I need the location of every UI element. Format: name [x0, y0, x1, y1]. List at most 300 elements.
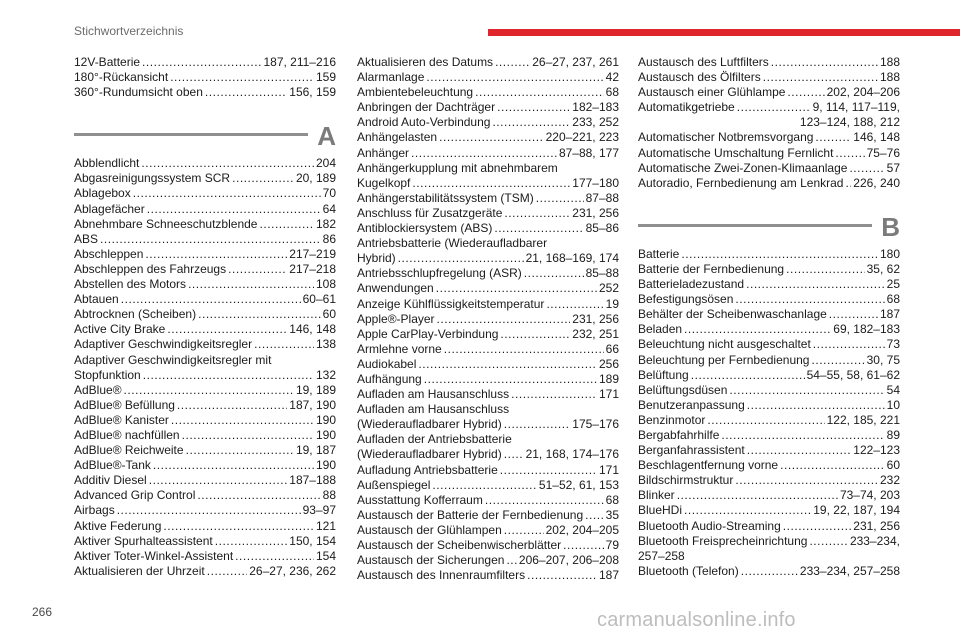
index-entry [74, 413, 336, 428]
index-term: Austausch des Ölfilters [638, 70, 761, 85]
page-refs: 187, 190 [289, 397, 336, 412]
page-refs: 190 [315, 412, 336, 427]
index-entry [74, 564, 336, 579]
page-refs: 70 [322, 186, 336, 201]
dot-leader [737, 100, 811, 115]
index-line [638, 503, 900, 518]
dot-leader [182, 428, 314, 443]
page-refs: 206–207, 206–208 [518, 553, 619, 568]
page-refs: 231, 256 [572, 311, 619, 326]
index-entry [638, 100, 900, 130]
dot-leader [735, 473, 878, 488]
index-line [638, 488, 900, 503]
page-refs: 30, 75 [866, 352, 900, 367]
page-refs: 177–180 [572, 175, 619, 190]
index-line [74, 337, 336, 352]
index-entry [357, 130, 619, 145]
dot-leader [492, 115, 570, 130]
index-entry [74, 217, 336, 232]
page-refs: 187, 211–216 [263, 55, 336, 69]
index-line [74, 458, 336, 473]
index-term: Abtrocknen (Scheiben) [74, 307, 197, 322]
index-line [638, 70, 900, 85]
page-refs: 108 [315, 277, 336, 292]
page-refs: 233, 252 [572, 115, 619, 130]
page-refs: 10 [886, 397, 900, 412]
page-refs: 252 [598, 281, 619, 296]
index-line [74, 217, 336, 232]
dot-leader [205, 85, 287, 100]
index-line [638, 564, 900, 579]
dot-leader [424, 372, 597, 387]
page-refs: 171 [598, 462, 619, 477]
index-line [74, 55, 336, 70]
index-line [638, 443, 900, 458]
index-line [357, 417, 619, 432]
dot-leader [747, 398, 885, 413]
index-line [74, 292, 336, 307]
dot-leader [849, 161, 884, 176]
page-refs: 138 [315, 337, 336, 352]
index-line [638, 383, 900, 398]
index-term: Additiv Diesel [74, 473, 147, 488]
dot-leader [163, 519, 314, 534]
index-term: 360°-Rundumsicht oben [74, 85, 203, 100]
index-line [74, 186, 336, 201]
index-term: Apple CarPlay-Verbindung [357, 326, 499, 341]
dot-leader [729, 383, 884, 398]
index-line [357, 130, 619, 145]
index-term: Aufladen am Hausanschluss [357, 387, 510, 402]
index-entry [357, 55, 619, 70]
index-entry [74, 488, 336, 503]
index-term: Android Auto-Verbindung [357, 115, 491, 130]
dot-leader [741, 564, 798, 579]
index-line [357, 297, 619, 312]
index-entry [638, 443, 900, 458]
index-term: Abstellen des Motors [74, 277, 187, 292]
index-entry [638, 262, 900, 277]
index-line [357, 70, 619, 85]
index-entry [357, 463, 619, 478]
index-term: Benutzeranpassung [638, 397, 745, 412]
dot-leader [143, 368, 314, 383]
index-line [357, 55, 619, 70]
index-entry [74, 534, 336, 549]
index-term: AdBlue®-Tank [74, 458, 151, 473]
dot-leader [141, 156, 314, 171]
page-refs: 188 [879, 55, 900, 69]
index-term: Bluetooth (Telefon) [638, 563, 739, 578]
index-entry [74, 383, 336, 398]
dot-leader [437, 312, 571, 327]
index-line [638, 55, 900, 70]
index-term: Berganfahrassistent [638, 443, 745, 458]
index-entry [357, 191, 619, 206]
index-line [638, 337, 900, 352]
index-line [357, 568, 619, 583]
page-refs: 86 [322, 231, 336, 246]
dot-leader [500, 463, 597, 478]
index-line [74, 368, 336, 383]
index-line [357, 176, 619, 191]
dot-leader [677, 488, 838, 503]
index-term: Blinker [638, 488, 675, 503]
index-term: Kugelkopf [357, 175, 411, 190]
dot-leader [735, 292, 884, 307]
index-line [74, 413, 336, 428]
index-entry [638, 146, 900, 161]
index-entry [638, 458, 900, 473]
page-refs: 202, 204–206 [826, 85, 900, 100]
index-column-1 [74, 55, 336, 579]
header-accent-bar [488, 29, 960, 36]
page-refs-continued: 123–124, 188, 212 [799, 115, 900, 130]
dot-leader [149, 473, 288, 488]
page-refs: 68 [886, 292, 900, 307]
index-line [357, 251, 619, 266]
index-line [74, 277, 336, 292]
dot-leader [228, 262, 287, 277]
index-term: Bluetooth Audio-Streaming [638, 518, 781, 533]
index-entry [357, 85, 619, 100]
index-entry [74, 473, 336, 488]
index-line [357, 478, 619, 493]
index-line [74, 322, 336, 337]
index-term: AdBlue® nachfüllen [74, 427, 180, 442]
index-line [638, 262, 900, 277]
index-entry [357, 402, 619, 432]
index-term: (Wiederaufladbarer Hybrid) [357, 447, 502, 462]
page-refs: 73 [886, 337, 900, 352]
index-line [638, 413, 900, 428]
index-term: Hybrid) [357, 251, 396, 266]
index-entry [638, 130, 900, 145]
header-title: Stichwortverzeichnis [74, 24, 184, 38]
index-line [638, 146, 900, 161]
dot-leader [780, 458, 885, 473]
index-line [74, 428, 336, 443]
index-line [638, 473, 900, 488]
index-term: Armlehne vorne [357, 341, 442, 356]
dot-leader [432, 478, 537, 493]
index-term: Bildschirmstruktur [638, 473, 734, 488]
page-refs: 93–97 [302, 503, 336, 518]
page-refs: 60–61 [302, 292, 336, 307]
index-entry [638, 322, 900, 337]
section-letter: A [317, 121, 336, 152]
dot-leader [235, 549, 314, 564]
dot-leader [747, 443, 852, 458]
dot-leader [511, 387, 597, 402]
dot-leader [504, 206, 570, 221]
index-line [74, 247, 336, 262]
index-term: Apple®-Player [357, 311, 435, 326]
index-line [638, 277, 900, 292]
dot-leader [783, 519, 852, 534]
index-term: Audiokabel [357, 356, 417, 371]
index-entry [357, 538, 619, 553]
page-refs: 19 [605, 296, 619, 311]
page-refs: 232 [879, 473, 900, 488]
index-line [638, 322, 900, 337]
index-entry [74, 443, 336, 458]
index-entry [638, 383, 900, 398]
index-line [638, 100, 900, 115]
index-term: 12V-Batterie [74, 55, 141, 69]
index-term: Anbringen der Dachträger [357, 100, 496, 115]
index-term: Aktive Federung [74, 518, 162, 533]
dot-leader [485, 493, 604, 508]
index-line [74, 443, 336, 458]
index-line [74, 503, 336, 518]
index-term: Anhängelasten [357, 130, 438, 145]
page-refs: 21, 168–169, 174 [525, 251, 619, 266]
dot-leader [524, 266, 584, 281]
index-entry [357, 161, 619, 191]
page-refs: 54–55, 58, 61–62 [806, 367, 900, 382]
index-term: Belüftung [638, 367, 689, 382]
page-refs: 26–27, 236, 262 [249, 563, 336, 578]
dot-leader [171, 413, 314, 428]
index-line [357, 372, 619, 387]
page-refs: 69, 182–183 [833, 322, 900, 337]
index-term: Abnehmbare Schneeschutzblende [74, 216, 258, 231]
index-entry [357, 568, 619, 583]
index-term: Stopfunktion [74, 367, 141, 382]
index-term: Batterie [638, 246, 680, 261]
dot-leader [500, 327, 570, 342]
page-refs: 51–52, 61, 153 [538, 477, 619, 492]
index-term: Autoradio, Fernbedienung am Lenkrad [638, 175, 844, 190]
section-letter: B [881, 211, 900, 242]
index-term: (Wiederaufladbarer Hybrid) [357, 417, 502, 432]
page-refs: 189 [598, 371, 619, 386]
index-line [357, 523, 619, 538]
index-line [357, 191, 619, 206]
index-entry [74, 247, 336, 262]
page-refs: 217–219 [289, 246, 336, 261]
page-refs: 88 [322, 488, 336, 503]
page-refs: 57 [886, 160, 900, 175]
index-term: Batterie der Fernbedienung [638, 261, 785, 276]
dot-leader [786, 262, 865, 277]
index-term: Bergabfahrhilfe [638, 427, 720, 442]
page-refs: 21, 168, 174–176 [525, 447, 619, 462]
index-line [638, 307, 900, 322]
dot-leader [167, 322, 287, 337]
index-term: Befestigungsösen [638, 292, 734, 307]
index-entry [74, 156, 336, 171]
index-term: Aktiver Toter-Winkel-Assistent [74, 548, 234, 563]
index-line [74, 383, 336, 398]
index-entry [638, 277, 900, 292]
page-refs: 35, 62 [866, 261, 900, 276]
page-refs: 217–218 [289, 261, 336, 276]
page-refs: 64 [322, 201, 336, 216]
index-term: BlueHDi [638, 503, 683, 518]
index-term: Aufhängung [357, 371, 422, 386]
index-entry [357, 312, 619, 327]
index-line [638, 458, 900, 473]
page-refs: 85–88 [585, 266, 619, 281]
dot-leader [444, 342, 604, 357]
page-refs: 175–176 [572, 417, 619, 432]
index-entry [357, 115, 619, 130]
index-term: Abtauen [74, 292, 119, 307]
dot-leader [197, 488, 320, 503]
dot-leader [133, 186, 321, 201]
index-entry [638, 70, 900, 85]
dot-leader [215, 534, 288, 549]
index-entry [638, 368, 900, 383]
page-refs: 68 [605, 85, 619, 100]
index-term: AdBlue® [74, 382, 122, 397]
index-line [74, 85, 336, 100]
dot-leader [145, 247, 287, 262]
index-line [638, 130, 900, 145]
index-entry [357, 342, 619, 357]
index-column-2 [357, 55, 619, 583]
index-term-line: Adaptiver Geschwindigkeitsregler mit [74, 352, 272, 367]
page-refs: 182 [315, 216, 336, 231]
dot-leader [117, 503, 301, 518]
page-refs: 54 [886, 382, 900, 397]
index-line [357, 266, 619, 281]
index-entry [357, 266, 619, 281]
index-line [357, 100, 619, 115]
index-line [638, 398, 900, 413]
index-entry [357, 281, 619, 296]
index-line [357, 312, 619, 327]
dot-leader [809, 534, 848, 549]
section-header [74, 121, 336, 155]
index-term: Automatikgetriebe [638, 100, 735, 115]
page-refs: 187 [598, 568, 619, 583]
page-refs: 159 [315, 70, 336, 85]
index-entry [357, 100, 619, 115]
index-term: Außenspiegel [357, 477, 431, 492]
page-refs: 60 [886, 458, 900, 473]
page-refs: 187–188 [289, 473, 336, 488]
dot-leader [546, 297, 603, 312]
index-term: Antriebsschlupfregelung (ASR) [357, 266, 522, 281]
page-refs: 122, 185, 221 [826, 412, 900, 427]
index-line [638, 534, 900, 549]
page-refs: 42 [605, 70, 619, 85]
dot-leader [188, 277, 314, 292]
page-refs: 87–88, 177 [558, 145, 619, 160]
page-refs-continued: 257–258 [638, 548, 685, 563]
index-entry [74, 398, 336, 413]
index-entry [357, 357, 619, 372]
index-term: Anschluss für Zusatzgeräte [357, 205, 503, 220]
index-line [357, 342, 619, 357]
dot-leader [147, 202, 321, 217]
index-entry [74, 232, 336, 247]
index-entry [74, 322, 336, 337]
page-refs: 180 [879, 246, 900, 261]
index-entry [638, 534, 900, 564]
index-line [74, 70, 336, 85]
page-refs: 256 [598, 356, 619, 371]
index-term: Aktualisieren der Uhrzeit [74, 563, 205, 578]
index-entry [638, 353, 900, 368]
index-term: AdBlue® Kanister [74, 412, 169, 427]
index-term: Alarmanlage [357, 70, 425, 85]
index-line [74, 156, 336, 171]
index-line [357, 553, 619, 568]
index-entry [638, 413, 900, 428]
index-entry [357, 70, 619, 85]
index-entry [74, 262, 336, 277]
page-refs: 226, 240 [853, 175, 900, 190]
index-term: 180°-Rückansicht [74, 70, 169, 85]
index-line [74, 473, 336, 488]
page-refs: 204 [315, 156, 336, 171]
index-term: Batterieladezustand [638, 277, 745, 292]
index-line [638, 161, 900, 176]
index-term: Beladen [638, 322, 683, 337]
index-entry [74, 292, 336, 307]
page-refs: 188 [879, 70, 900, 85]
index-entry [74, 549, 336, 564]
dot-leader [506, 553, 516, 568]
index-entry [74, 519, 336, 534]
index-entry [638, 292, 900, 307]
index-line [638, 519, 900, 534]
dot-leader [254, 337, 314, 352]
index-term: Austausch der Scheibenwischerblätter [357, 538, 562, 552]
index-line [638, 368, 900, 383]
dot-leader [186, 443, 294, 458]
index-term: Automatischer Notbremsvorgang [638, 130, 814, 145]
dot-leader [475, 85, 604, 100]
dot-leader [681, 247, 878, 262]
index-line [357, 85, 619, 100]
index-entry [638, 564, 900, 579]
page-refs: 89 [886, 427, 900, 442]
page-refs: 87–88 [585, 190, 619, 205]
dot-leader [439, 130, 544, 145]
index-term: Austausch des Luftfilters [638, 55, 769, 69]
section-header [638, 212, 900, 246]
index-entry [357, 221, 619, 236]
index-term: Beschlagentfernung vorne [638, 458, 779, 473]
index-term: Beleuchtung per Fernbedienung [638, 352, 810, 367]
index-entry [638, 161, 900, 176]
dot-leader [707, 413, 824, 428]
index-term: Austausch der Sicherungen [357, 553, 505, 568]
dot-leader [787, 85, 824, 100]
dot-leader [436, 281, 597, 296]
index-term: Active City Brake [74, 322, 166, 337]
dot-leader [536, 191, 584, 206]
index-term: Austausch der Glühlampen [357, 522, 502, 537]
index-line [74, 171, 336, 186]
index-entry [74, 503, 336, 518]
index-term: Austausch einer Glühlampe [638, 85, 786, 100]
page-refs: 154 [315, 548, 336, 563]
page-refs: 19, 189 [295, 382, 336, 397]
dot-leader [504, 447, 524, 462]
page-refs: 171 [598, 387, 619, 402]
dot-leader [177, 398, 287, 413]
page-refs: 150, 154 [289, 533, 336, 548]
page-refs: 60 [322, 307, 336, 322]
dot-leader [124, 383, 294, 398]
index-entry [638, 503, 900, 518]
